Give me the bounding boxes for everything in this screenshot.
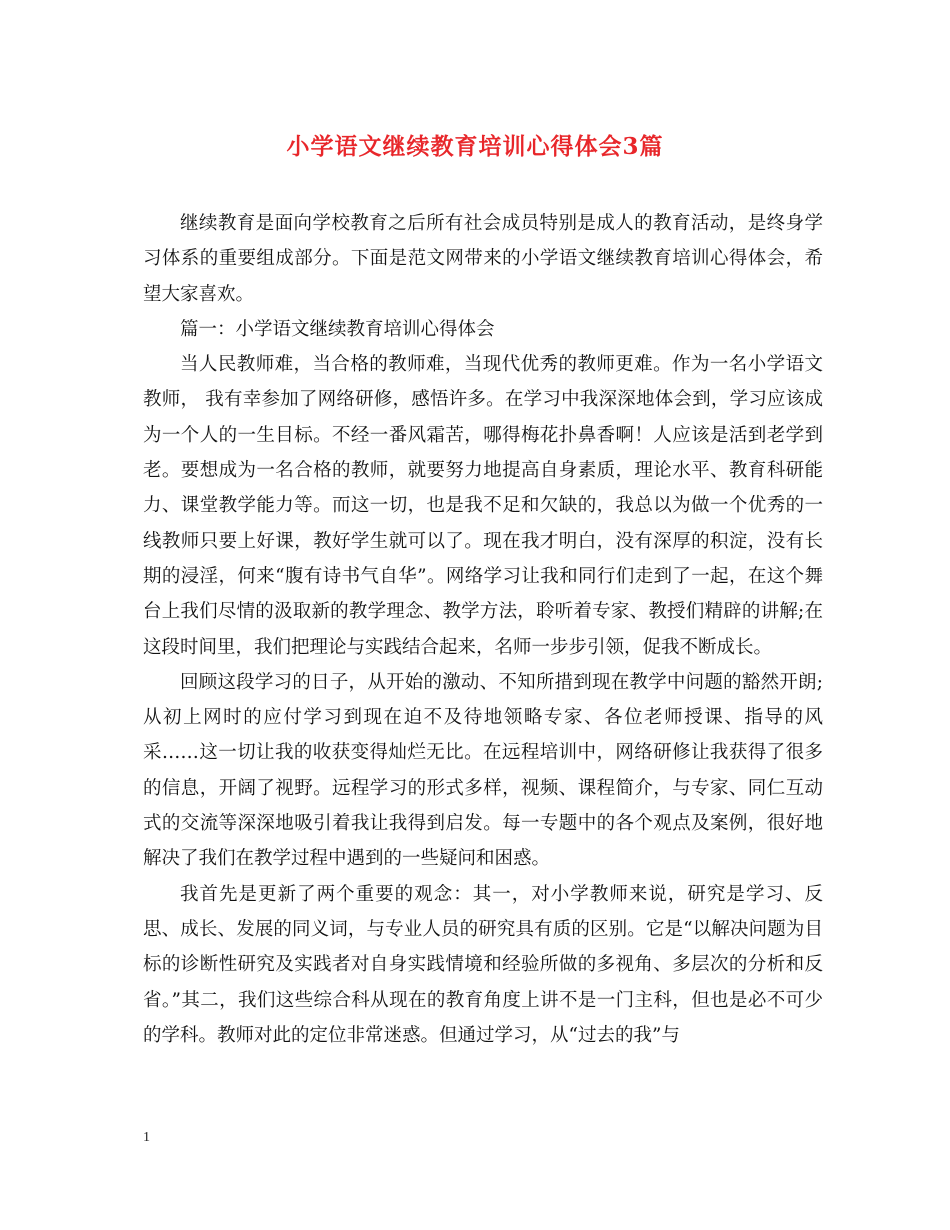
paragraph: 我首先是更新了两个重要的观念：其一，对小学教师来说，研究是学习、反思、成长、发展的同义词，与专业人员的研究具有质的区别。它是“以解决问题为目标的诊断性研究及实践者对自身实践情境和经验所做的多视角、多层次的分析和反省。”其二，我们这些综合科从现在的教育角度上讲不是一门主科，但也是必不可少的学科。教师对此的定位非常迷惑。但通过学习，从“过去的我”与	[143, 883, 823, 1046]
section-heading-part-one: 篇一：小学语文继续教育培训心得体会	[180, 318, 495, 340]
paragraph: 回顾这段学习的日子，从开始的激动、不知所措到现在教学中问题的豁然开朗;从初上网时的应付学习到现在迫不及待地领略专家、各位老师授课、指导的风采……这一切让我的收获变得灿烂无比。在远程培训中，网络研修让我获得了很多的信息，开阔了视野。远程学习的形式多样，视频、课程简介，与专家、同仁互动式的交流等深深地吸引着我让我得到启发。每一专题中的各个观点及案例，很好地解决了我们在教学过程中遇到的一些疑问和困惑。	[143, 671, 823, 870]
paragraph: 当人民教师难，当合格的教师难，当现代优秀的教师更难。作为一名小学语文教师， 我有幸参加了网络研修，感悟许多。在学习中我深深地体会到，学习应该成为一个人的一生目标。不经一番风霜苦，哪得梅花扑鼻香啊！人应该是活到老学到老。要想成为一名合格的教师，就要努力地提高自身素质，理论水平、教育科研能力、课堂教学能力等。而这一切，也是我不足和欠缺的，我总以为做一个优秀的一线教师只要上好课，教好学生就可以了。现在我才明白，没有深厚的积淀，没有长期的浸淫，何来“腹有诗书气自华”。网络学习让我和同行们走到了一起，在这个舞台上我们尽情的汲取新的教学理念、教学方法，聆听着专家、教授们精辟的讲解;在这段时间里，我们把理论与实践结合起来，名师一步步引领，促我不断成长。	[143, 354, 823, 658]
page-number: 1	[143, 1130, 150, 1145]
paragraph-intro: 继续教育是面向学校教育之后所有社会成员特别是成人的教育活动，是终身学习体系的重要组成部分。下面是范文网带来的小学语文继续教育培训心得体会，希望大家喜欢。	[143, 213, 823, 305]
document-title: 小学语文继续教育培训心得体会3篇	[286, 133, 664, 160]
document-body	[143, 206, 823, 1053]
